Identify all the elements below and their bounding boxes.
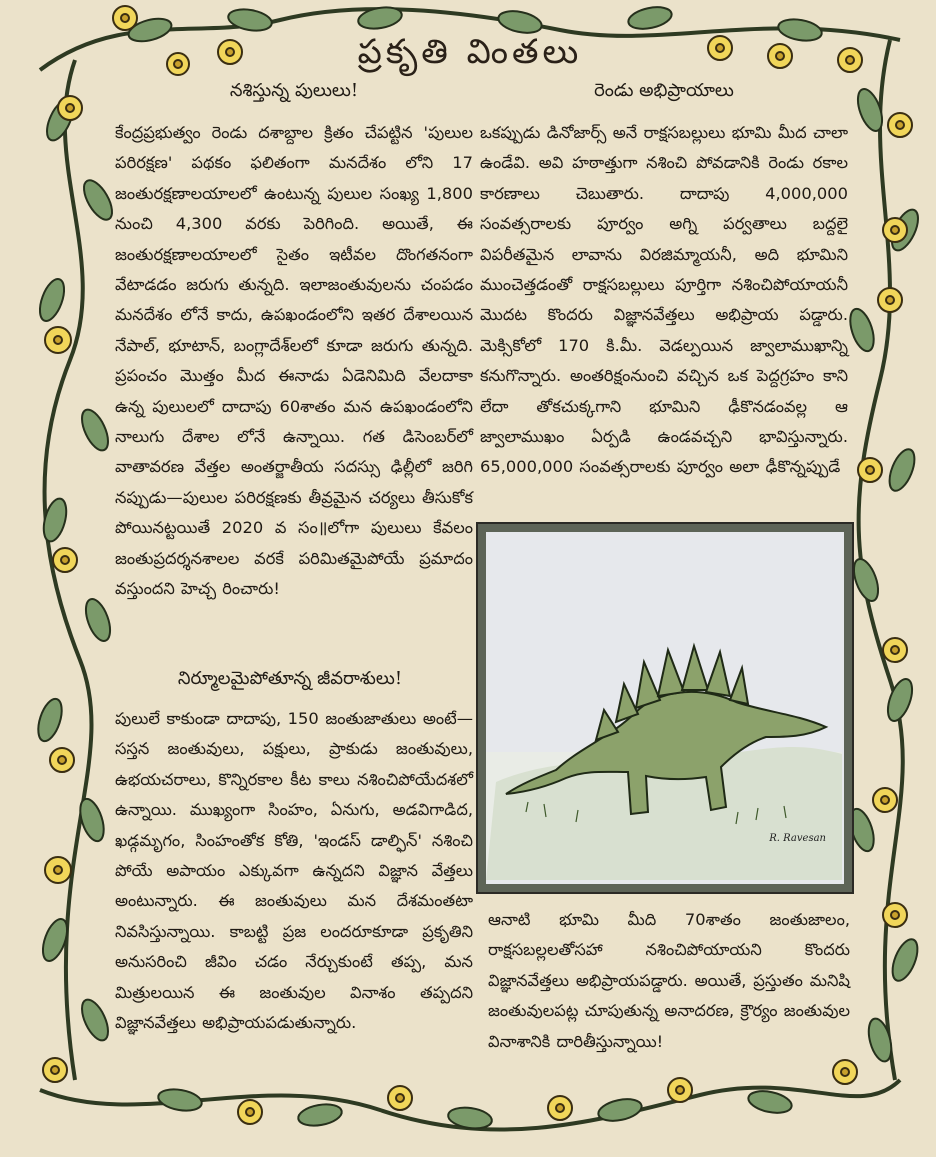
page-title: ప్రకృతి వింతలు	[357, 32, 583, 72]
dinosaur-illustration	[476, 522, 854, 894]
artist-signature: R. Ravesan	[769, 833, 826, 844]
heading-vanishing-tigers: నశిస్తున్న పులులు!	[229, 80, 359, 101]
article-vanishing-tigers: కేంద్రప్రభుత్వం రెండు దశాబ్దాల క్రితం చేపట్టిన 'పులుల పరిరక్షణ' పథకం ఫలితంగా మనదేశం లోని 17 జంతురక్షణాలయాలలో ఉంటున్న పులుల సంఖ్య 1,800 నుంచి 4,300 వరకు పెరిగింది. అయితే, ఈ జంతురక్షణాలయాలలో సైతం ఇటీవల దొంగతనంగా వేటాడడం జరుగు తున్నది. ఇలాజంతువులను చంపడం మనదేశం లోనే కాదు, ఉపఖండంలోని ఇతర దేశాలయిన నేపాల్, భూటాన్, బంగ్లాదేశ్‌లలో కూడా జరుగు తున్నది. ప్రపంచం మొత్తం మీద ఈనాడు ఏడెనిమిది వేలదాకా ఉన్న పులులలో దాదాపు 60శాతం మన ఉపఖండంలోని నాలుగు దేశాల లోనే ఉన్నాయి. గత డిసెంబర్‌లో వాతావరణ వేత్తల అంతర్జాతీయ సదస్సు ఢిల్లీలో జరిగి నప్పుడు—పులుల పరిరక్షణకు తీవ్రమైన చర్యలు తీసుకోక పోయినట్టయితే 2020 వ సం॥లోగా పులులు కేవలం జంతుప్రదర్శనశాలల వరకే పరిమితమైపోయే ప్రమాదం వస్తుందని హెచ్చ రించారు!	[115, 123, 473, 599]
article-endangered-species: పులులే కాకుండా దాదాపు, 150 జంతుజాతులు అంటే— సస్తన జంతువులు, పక్షులు, ప్రాకుడు జంతువులు, ఉభయచరాలు, కొన్నిరకాల కీట కాలు నశించిపోయేదశలో ఉన్నాయి. ముఖ్యంగా సింహం, ఏనుగు, అడవిగాడిద, ఖడ్గమృగం, సింహంతోక కోతి, 'ఇండస్ డాల్ఫిన్' నశించి పోయే అపాయం ఎక్కువగా ఉన్నదని విజ్ఞాన వేత్తలు అంటున్నారు. ఈ జంతువులు మన దేశమంతటా నివసిస్తున్నాయి. కాబట్టి ప్రజ లందరూకూడా ప్రకృతిని అనుసరించి జీవిం చడం నేర్చుకుంటే తప్ప, మన మిత్రులయిన ఈ జంతువుల వినాశం తప్పదని విజ్ఞానవేత్తలు అభిప్రాయపడుతున్నారు.	[115, 709, 473, 1033]
stegosaurus-drawing	[486, 532, 842, 880]
heading-endangered-species: నిర్మూలమైపోతూన్న జీవరాశులు!	[177, 668, 403, 689]
article-two-opinions-top: ఒకప్పుడు డినోజార్స్ అనే రాక్షసబల్లులు భూమి మీద చాలా ఉండేవి. అవి హఠాత్తుగా నశించి పోవడానికి రెండు రకాల కారణాలు చెబుతారు. దాదాపు 4,000,000 సంవత్సరాలకు పూర్వం అగ్ని పర్వతాలు బద్దలై విపరీతమైన లావాను విరజిమ్మాయనీ, అది భూమిని ముంచెత్తడంతో రాక్షసబల్లులు పూర్తిగా నశించిపోయాయనీ మొదట కొందరు విజ్ఞానవేత్తలు అభిప్రాయ పడ్డారు. మెక్సికోలో 170 కి.మీ. వెడల్పయిన జ్వాలాముఖాన్ని కనుగొన్నారు. అంతరిక్షంనుంచి వచ్చిన ఒక పెద్దగ్రహం కాని లేదా తోకచుక్కగాని భూమిని ఢీకొనడంవల్ల ఆ జ్వాలాముఖం ఏర్పడి ఉండవచ్చని భావిస్తున్నారు. 65,000,000 సంవత్సరాలకు పూర్వం అలా ఢీకొన్నప్పుడే	[480, 123, 848, 477]
article-two-opinions-bottom: ఆనాటి భూమి మీది 70శాతం జంతుజాలం, రాక్షసబల్లలతోసహా నశించిపోయాయని కొందరు విజ్ఞానవేత్తలు అభిప్రాయపడ్డారు. అయితే, ప్రస్తుతం మనిషి జంతువులపట్ల చూపుతున్న అనాదరణ, క్రౌర్యం జంతువుల వినాశానికి దారితీస్తున్నాయి!	[488, 910, 850, 1051]
illustration-panel	[486, 532, 844, 884]
heading-two-opinions: రెండు అభిప్రాయాలు	[594, 80, 734, 101]
